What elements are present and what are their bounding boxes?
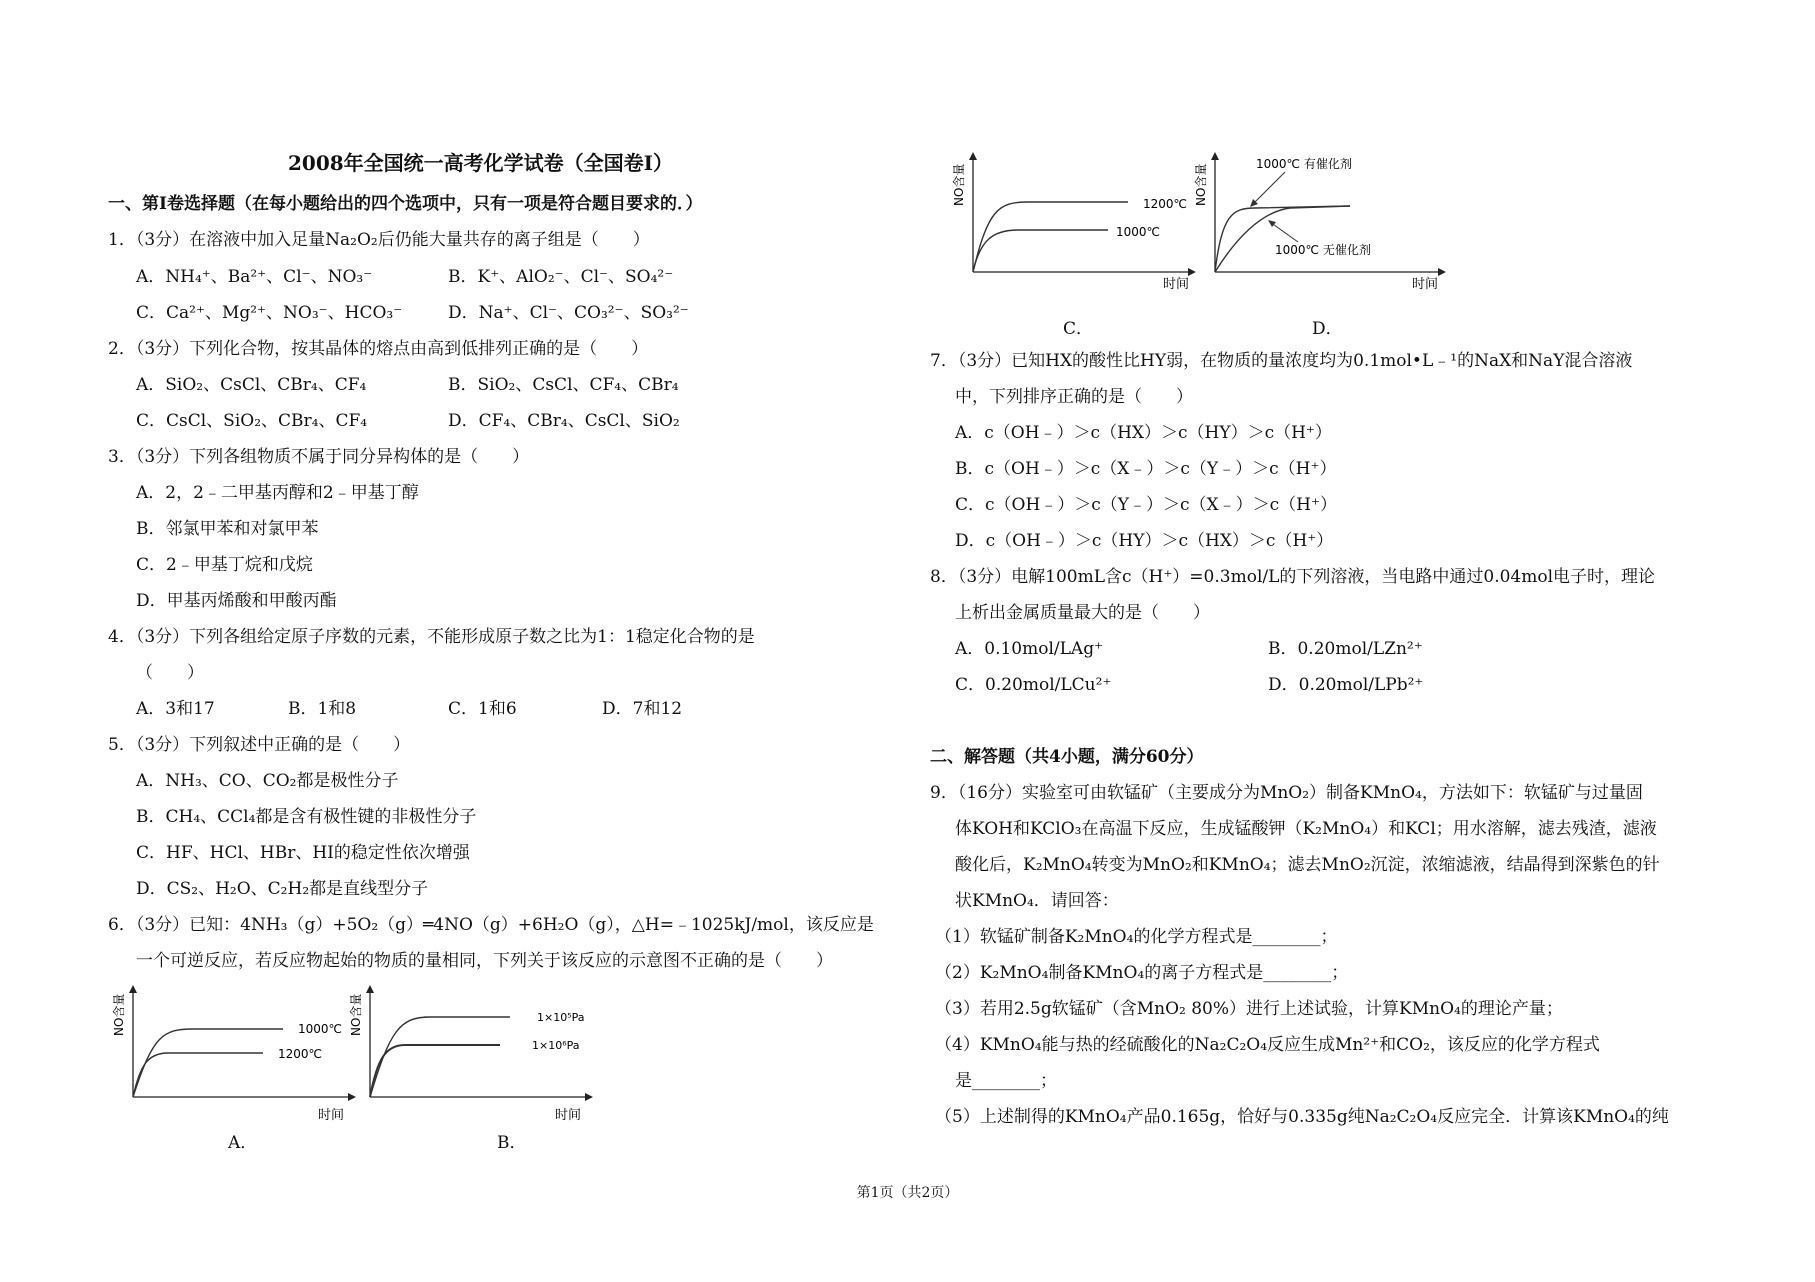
q6-graph-c-bottom-label: 1000℃ (1116, 225, 1161, 239)
q6-graph-b-xlabel: 时间 (555, 1108, 582, 1123)
q6-graph-d-xlabel: 时间 (1412, 277, 1439, 290)
q1-option-c: C．Ca²⁺、Mg²⁺、NO₃⁻、HCO₃⁻ (136, 303, 403, 323)
q6-graph-d-svg (1190, 150, 1450, 290)
q6-graph-b-caption: B． (497, 1133, 527, 1153)
q9-part-1: （1）软锰矿制备K₂MnO₄的化学方程式是________； (935, 927, 1338, 947)
q9-part-2: （2）K₂MnO₄制备KMnO₄的离子方程式是________； (935, 963, 1349, 983)
q9-line1: 9．（16分）实验室可由软锰矿（主要成分为MnO₂）制备KMnO₄，方法如下：软锰矿与过量固 (930, 783, 1643, 803)
page-footer: 第1页（共2页） (856, 1185, 959, 1201)
q6-graph-b-ylabel: NO含量 (349, 993, 363, 1036)
q6-graph-c-xlabel: 时间 (1163, 277, 1190, 290)
q7-option-c: C．c（OH﹣）＞c（Y﹣）＞c（X﹣）＞c（H⁺） (955, 495, 1337, 515)
q1-option-a: A．NH₄⁺、Ba²⁺、Cl⁻、NO₃⁻ (136, 267, 373, 287)
q4-option-c: C．1和6 (448, 699, 517, 719)
q9-line3: 酸化后，K₂MnO₄转变为MnO₂和KMnO₄；滤去MnO₂沉淀，浓缩滤液，结晶得到深紫色的针 (955, 855, 1660, 875)
q2-stem: 2．（3分）下列化合物，按其晶体的熔点由高到低排列正确的是（ ） (108, 339, 649, 359)
q7-option-d: D．c（OH﹣）＞c（HY）＞c（HX）＞c（H⁺） (955, 531, 1334, 551)
q5-option-c: C．HF、HCl、HBr、HI的稳定性依次增强 (136, 843, 470, 863)
q6-graph-a-caption: A． (228, 1133, 258, 1153)
q7-stem-line2: 中，下列排序正确的是（ ） (955, 387, 1193, 407)
q5-option-d: D．CS₂、H₂O、C₂H₂都是直线型分子 (136, 879, 429, 899)
q3-option-a: A．2，2﹣二甲基丙醇和2﹣甲基丁醇 (136, 483, 419, 503)
q6-graph-a-xlabel: 时间 (318, 1108, 345, 1123)
q4-option-a: A．3和17 (136, 699, 215, 719)
q8-option-a: A．0.10mol/LAg⁺ (955, 639, 1104, 659)
q6-graph-b-bottom-label: 1×10⁶Pa (532, 1039, 580, 1052)
q8-stem-line1: 8．（3分）电解100mL含c（H⁺）=0.3mol/L的下列溶液，当电路中通过0.04mol电子时，理论 (930, 567, 1656, 587)
q6-graph-c-top-label: 1200℃ (1143, 197, 1188, 211)
q5-stem: 5．（3分）下列叙述中正确的是（ ） (108, 735, 411, 755)
q6-graph-b-svg (345, 985, 595, 1125)
q3-option-b: B．邻氯甲苯和对氯甲苯 (136, 519, 319, 539)
q7-option-b: B．c（OH﹣）＞c（X﹣）＞c（Y﹣）＞c（H⁺） (955, 459, 1337, 479)
q9-line2: 体KOH和KClO₃在高温下反应，生成锰酸钾（K₂MnO₄）和KCl；用水溶解，滤去残渣，滤液 (955, 819, 1657, 839)
q9-line4: 状KMnO₄．请回答： (955, 891, 1119, 911)
q6-graph-a (108, 985, 358, 1125)
q8-option-b: B．0.20mol/LZn²⁺ (1268, 639, 1423, 659)
q4-stem-line1: 4．（3分）下列各组给定原子序数的元素，不能形成原子数之比为1：1稳定化合物的是 (108, 627, 755, 647)
q6-graph-d (1190, 150, 1450, 290)
q6-graph-d-caption: D． (1312, 319, 1343, 339)
q5-option-b: B．CH₄、CCl₄都是含有极性键的非极性分子 (136, 807, 477, 827)
q3-option-d: D．甲基丙烯酸和甲酸丙酯 (136, 591, 337, 611)
q6-graph-a-svg (108, 985, 358, 1125)
q7-stem-line1: 7．（3分）已知HX的酸性比HY弱，在物质的量浓度均为0.1mol•L﹣¹的NaX和NaY混合溶液 (930, 351, 1633, 371)
q2-option-b: B．SiO₂、CsCl、CF₄、CBr₄ (448, 375, 679, 395)
q1-option-b: B．K⁺、AlO₂⁻、Cl⁻、SO₄²⁻ (448, 267, 674, 287)
section-1-heading: 一、第Ⅰ卷选择题（在每小题给出的四个选项中，只有一项是符合题目要求的．） (108, 194, 703, 214)
q2-option-a: A．SiO₂、CsCl、CBr₄、CF₄ (136, 375, 367, 395)
q6-graph-a-bottom-label: 1200℃ (278, 1047, 323, 1061)
q4-option-b: B．1和8 (288, 699, 357, 719)
q8-option-d: D．0.20mol/LPb²⁺ (1268, 675, 1424, 695)
q3-stem: 3．（3分）下列各组物质不属于同分异构体的是（ ） (108, 447, 530, 467)
q6-graph-d-top-label: 1000℃ 有催化剂 (1256, 157, 1352, 171)
q6-graph-d-bottom-label: 1000℃ 无催化剂 (1275, 243, 1371, 257)
q6-stem-line2: 一个可逆反应，若反应物起始的物质的量相同，下列关于该反应的示意图不正确的是（ ） (136, 951, 833, 971)
q6-graph-c-svg (948, 150, 1198, 290)
q6-graph-a-ylabel: NO含量 (112, 993, 126, 1036)
q7-option-a: A．c（OH﹣）＞c（HX）＞c（HY）＞c（H⁺） (955, 423, 1332, 443)
q6-graph-c-caption: C． (1063, 319, 1094, 339)
q6-graph-c-ylabel: NO含量 (952, 163, 966, 206)
q6-stem-line1: 6．（3分）已知：4NH₃（g）+5O₂（g）═4NO（g）+6H₂O（g），△H=﹣1025kJ/mol，该反应是 (108, 915, 874, 935)
q6-graph-d-ylabel: NO含量 (1194, 163, 1208, 206)
q4-option-d: D．7和12 (602, 699, 683, 719)
section-2-heading: 二、解答题（共4小题，满分60分） (930, 747, 1204, 767)
q9-part-3: （3）若用2.5g软锰矿（含MnO₂ 80%）进行上述试验，计算KMnO₄的理论产量； (935, 999, 1563, 1019)
q6-graph-b-top-label: 1×10⁵Pa (537, 1011, 585, 1024)
q6-graph-a-top-label: 1000℃ (298, 1022, 343, 1036)
q8-option-c: C．0.20mol/LCu²⁺ (955, 675, 1112, 695)
q9-part-4b: 是________； (955, 1071, 1057, 1091)
q6-graph-c (948, 150, 1198, 290)
q9-part-4a: （4）KMnO₄能与热的经硫酸化的Na₂C₂O₄反应生成Mn²⁺和CO₂，该反应的化学方程式 (935, 1035, 1600, 1055)
q1-stem: 1．（3分）在溶液中加入足量Na₂O₂后仍能大量共存的离子组是（ ） (108, 230, 650, 250)
q9-part-5: （5）上述制得的KMnO₄产品0.165g，恰好与0.335g纯Na₂C₂O₄反应完全．计算该KMnO₄的纯 (935, 1107, 1669, 1127)
q4-stem-line2: （ ） (136, 663, 204, 683)
q2-option-c: C．CsCl、SiO₂、CBr₄、CF₄ (136, 411, 368, 431)
q2-option-d: D．CF₄、CBr₄、CsCl、SiO₂ (448, 411, 680, 431)
q1-option-d: D．Na⁺、Cl⁻、CO₃²⁻、SO₃²⁻ (448, 303, 689, 323)
q5-option-a: A．NH₃、CO、CO₂都是极性分子 (136, 771, 399, 791)
q3-option-c: C．2﹣甲基丁烷和戊烷 (136, 555, 313, 575)
page-title: 2008年全国统一高考化学试卷（全国卷I） (288, 151, 674, 175)
q6-graph-b (345, 985, 595, 1125)
q8-stem-line2: 上析出金属质量最大的是（ ） (955, 603, 1210, 623)
